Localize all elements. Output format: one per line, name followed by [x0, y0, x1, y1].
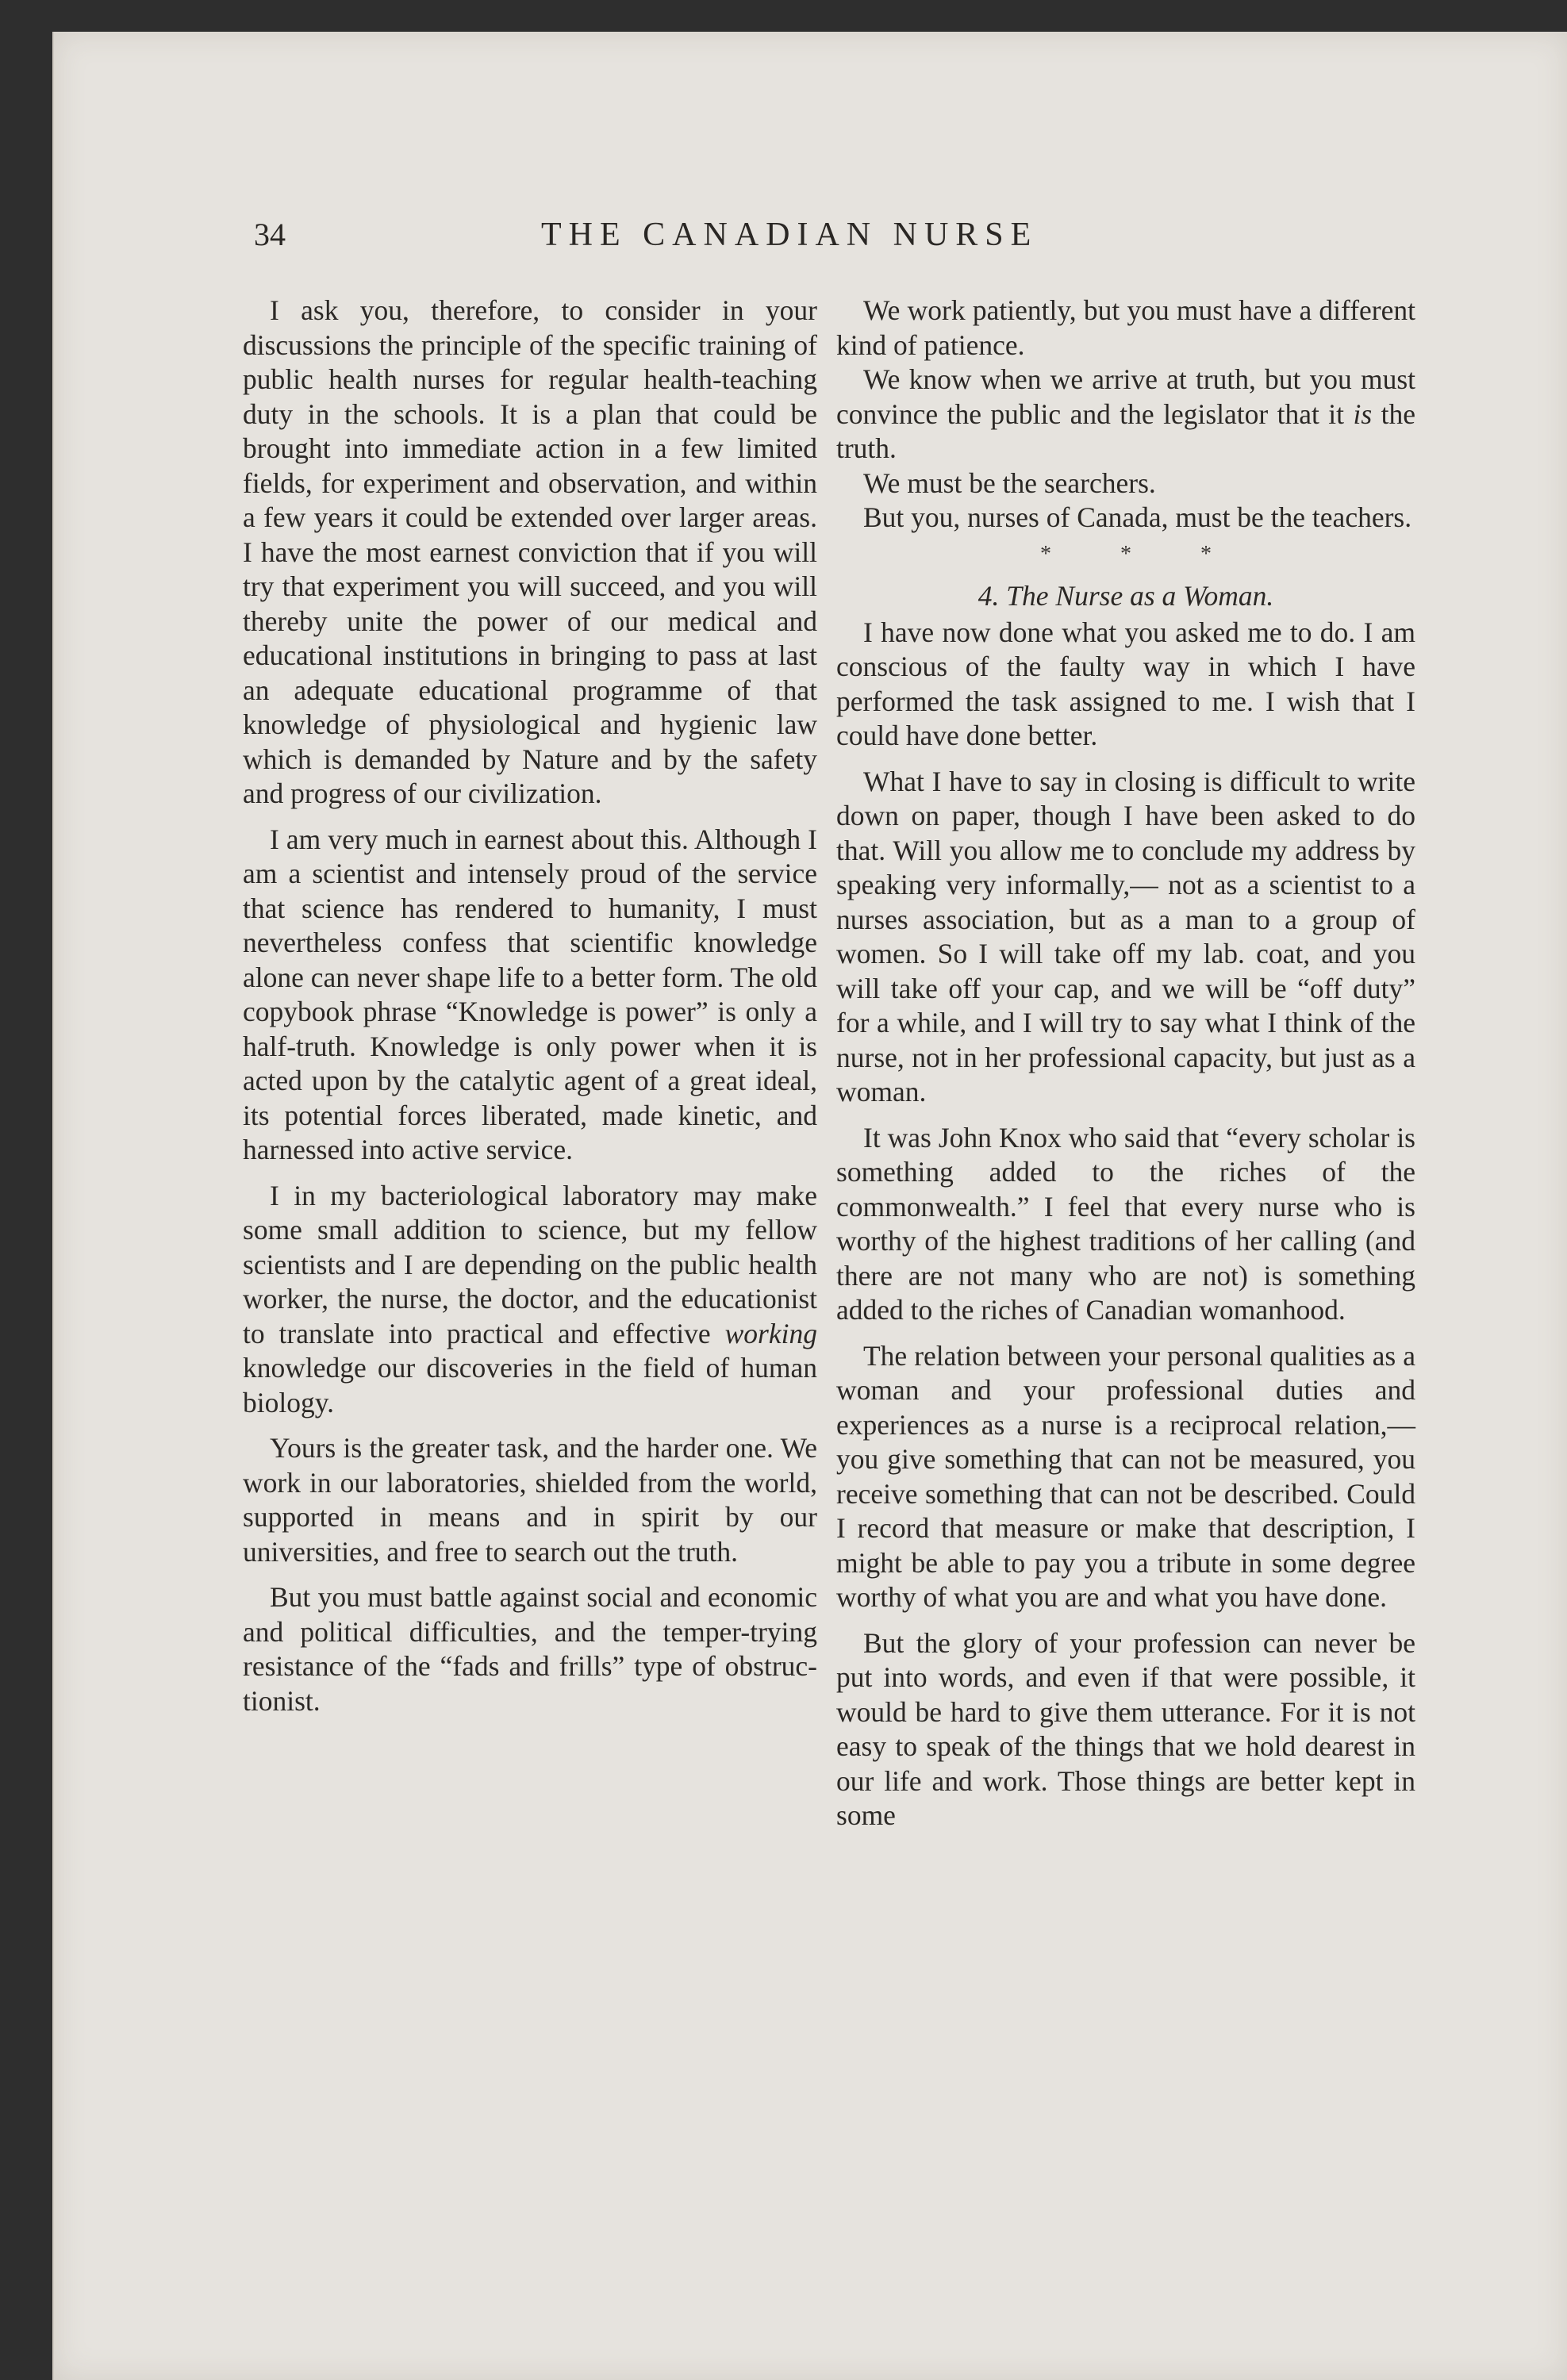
left-column — [243, 294, 817, 1729]
section-heading: 4. The Nurse as a Woman. — [977, 580, 1274, 612]
paragraph: I am very much in earnest about this. Although I am a scientist and intensely proud of the service that science has rendered to humanity, I must nevertheless confess that scientific knowledge alone can never shape life to a better form. The old copybook phrase “Knowledge is power” is only a half-truth. Knowledge is only power when it is acted upon by the catalytic agent of a great ideal, its potential forces liberated, made kinetic, and harnessed into active service. — [243, 823, 817, 1165]
paragraph-text: I in my bacteriological laboratory may make some small addition to science, but my fellow scientists and I are depending on the public health worker, the nurse, the doctor, and the educationist to translate into practical and effective — [243, 1179, 817, 1349]
paragraph-text: We know when we arrive at truth, but you must convince the public and the legislator that it — [836, 363, 1415, 430]
paragraph: I ask you, therefore, to consider in your discussions the principle of the specific training of public health nurses for regular health-teaching duty in the schools. It is a plan that could be brought into immediate action in a few limited fields, for experiment and observation, and within a few years it could be extended over larger areas. I have the most earnest conviction that if you will try that experiment you will succeed, and you will thereby unite the power of our medical and educational institutions in bringing to pass at last an adequate educational programme of that knowledge of physiological and hygienic law which is demanded by Nature and by the safety and progress of our civilization. — [243, 294, 817, 809]
paragraph: The relation between your personal qualities as a woman and your professional duties and experiences as a nurse is a reciprocal relation,—you give something that can not be measured, you receive something that can not be described. Could I record that measure or make that description, I might be able to pay you a tribute in some degree worthy of what you are and what you have done. — [836, 1339, 1415, 1613]
magazine-page — [52, 32, 1567, 2380]
paragraph: But you, nurses of Canada, must be the teachers. — [863, 501, 1412, 533]
paragraph: It was John Knox who said that “every scholar is something added to the riches of the commonwealth.” I feel that every nurse who is worthy of the highest traditions of her calling (and there are not many who are not) is something added to the riches of Canadian womanhood. — [836, 1121, 1415, 1326]
right-column — [836, 294, 1415, 1844]
paragraph-text: the truth. — [836, 397, 1415, 464]
italic-word: is — [1353, 397, 1373, 430]
paragraph-text: knowledge our discoveries in the field of human biology. — [243, 1352, 817, 1418]
running-title: THE CANADIAN NURSE — [541, 217, 1039, 253]
paragraph — [836, 363, 1415, 466]
section-separator-stars: * * * — [1040, 541, 1243, 566]
paragraph: We must be the searchers. — [863, 466, 1156, 499]
paragraph: Yours is the greater task, and the harder one. We work in our laboratories, shielded from the world, supported in means and in spirit by our universities, and free to search out the truth. — [243, 1432, 817, 1568]
paragraph — [243, 1179, 817, 1421]
paragraph: What I have to say in closing is difficult to write down on paper, though I have been asked to do that. Will you allow me to conclude my address by speaking very informally,— not as a scientist to a nurses association, but as a man to a group of women. So I will take off my lab. coat, and you will take off your cap, and we will be “off duty” for a while, and I will try to say what I think of the nurse, not in her professional capacity, but just as a woman. — [836, 765, 1415, 1107]
paragraph: But the glory of your profession can never be put into words, and even if that were possible, it would be hard to give them utterance. For it is not easy to speak of the things that we hold dearest in our life and work. Those things are better kept in some — [836, 1626, 1415, 1831]
paragraph: We work patiently, but you must have a different kind of patience. — [836, 294, 1415, 361]
paragraph: But you must battle against social and economic and political difficulties, and the temper-trying resistance of the “fads and frills” type of obstructionist. — [243, 1581, 817, 1717]
italic-word: working — [724, 1317, 817, 1349]
page-number: 34 — [254, 217, 286, 252]
paragraph: I have now done what you asked me to do. I am conscious of the faulty way in which I have performed the task assigned to me. I wish that I could have done better. — [836, 616, 1415, 751]
page-header — [54, 205, 1567, 268]
